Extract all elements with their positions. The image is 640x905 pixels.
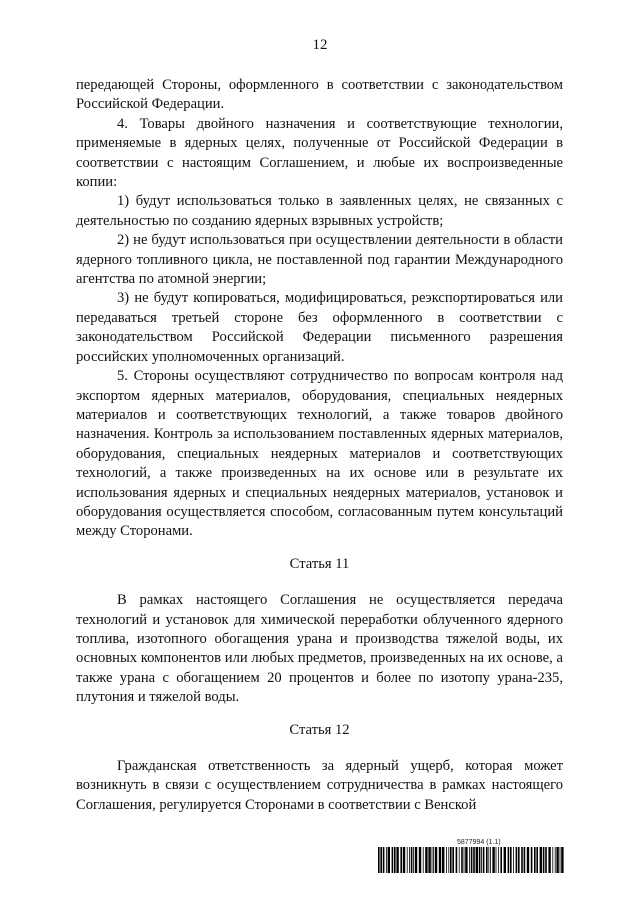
barcode-bar xyxy=(456,847,458,873)
barcode-bar xyxy=(473,847,475,873)
barcode-bar xyxy=(396,847,398,873)
article-12-heading: Статья 12 xyxy=(289,721,350,738)
barcode-bar xyxy=(490,847,491,873)
barcode-bar xyxy=(540,847,542,873)
barcode-bar xyxy=(415,847,417,873)
barcode-bar xyxy=(442,847,444,873)
barcode-bar xyxy=(403,847,405,873)
barcode-bar xyxy=(527,847,529,873)
barcode-bar xyxy=(498,847,499,873)
barcode-bar xyxy=(545,847,547,873)
barcode-bar xyxy=(560,847,561,873)
barcode-bar xyxy=(439,847,441,873)
barcode-bar xyxy=(488,847,489,873)
barcode-bar xyxy=(411,847,413,873)
barcode-bar xyxy=(433,847,434,873)
barcode-bar xyxy=(459,847,460,873)
barcode-bar xyxy=(452,847,454,873)
barcode-bar xyxy=(392,847,394,873)
barcode-bar xyxy=(413,847,414,873)
barcode-bar xyxy=(524,847,526,873)
barcode-bar xyxy=(492,847,494,873)
barcode-bar xyxy=(516,847,518,873)
barcode-bar xyxy=(548,847,550,873)
barcode-bar xyxy=(428,847,430,873)
paragraph-subitem-1: 1) будут использоваться только в заявленных целях, не связанных с деятельностью по созданию ядерных взрывных устройств; xyxy=(76,193,563,229)
barcode-bar xyxy=(510,847,512,873)
barcode-bar xyxy=(407,847,408,873)
barcode-bar xyxy=(555,847,556,873)
document-body xyxy=(76,76,563,815)
barcode-bar xyxy=(448,847,449,873)
paragraph-subitem-3: 3) не будут копироваться, модифицироваться, реэкспортироваться или передаваться третьей стороне без оформленного в соответствии с законодательством Российской Федерации письменного разрешения российских уполномоченных организаций. xyxy=(76,290,563,365)
barcode-bar xyxy=(464,847,465,873)
barcode-bar xyxy=(486,847,488,873)
barcode-bar xyxy=(531,847,533,873)
barcode-bar xyxy=(500,847,502,873)
barcode-bar xyxy=(534,847,536,873)
barcode-bar xyxy=(432,847,433,873)
barcode-bar xyxy=(465,847,467,873)
barcode-bar xyxy=(425,847,427,873)
barcode-bar xyxy=(435,847,437,873)
barcode-bar xyxy=(476,847,478,873)
barcode-bar xyxy=(386,847,387,873)
paragraph-item-5: 5. Стороны осуществляют сотрудничество по вопросам контроля над экспортом ядерных материалов, оборудования, специальных неядерных материалов и соответствующих технологий, а также товаров двойного назначения. Контроль за использованием поставленных ядерных материалов, оборудования, специальных неядерных материалов и соответствующих технологий, а также произведенных на их основе или в результате их использования ядерных и специальных неядерных материалов, установок и оборудования осуществляется способом, согласованным путем консультаций между Сторонами. xyxy=(76,368,563,540)
barcode-bar xyxy=(394,847,396,873)
barcode-bar xyxy=(496,847,497,873)
barcode-bar xyxy=(536,847,538,873)
barcode-bar xyxy=(508,847,510,873)
barcode-bar xyxy=(446,847,447,873)
barcode-bar xyxy=(400,847,402,873)
barcode-bar xyxy=(383,847,385,873)
barcode-bar xyxy=(518,847,520,873)
barcode-bar xyxy=(380,847,382,873)
paragraph-continuation: передающей Стороны, оформленного в соответствии с законодательством Российской Федерации. xyxy=(76,77,563,113)
barcode-bar xyxy=(378,847,380,873)
barcode-bar xyxy=(556,847,558,873)
page-number: 12 xyxy=(312,37,328,53)
barcode-bar xyxy=(419,847,421,873)
article-11-heading: Статья 11 xyxy=(289,555,350,572)
barcode-bar xyxy=(561,847,563,873)
barcode-bar xyxy=(471,847,473,873)
barcode-bar xyxy=(543,847,545,873)
barcode-bar xyxy=(513,847,514,873)
paragraph-subitem-2: 2) не будут использоваться при осуществлении деятельности в области ядерного топливного цикла, не поставленной под гарантии Международного агентства по атомной энергии; xyxy=(76,232,563,288)
barcode-bar xyxy=(409,847,410,873)
barcode-bar xyxy=(461,847,463,873)
article-12-text: Гражданская ответственность за ядерный ущерб, которая может возникнуть в связи с осуществлением сотрудничества в рамках настоящего Соглашения, регулируется Сторонами в соответствии с Венской xyxy=(76,758,563,813)
barcode-bar xyxy=(423,847,424,873)
document-code: 5877994 (1.1) xyxy=(457,839,501,846)
barcode-bar xyxy=(483,847,485,873)
barcode-bar xyxy=(479,847,481,873)
barcode-bar xyxy=(481,847,482,873)
paragraph-item-4: 4. Товары двойного назначения и соответствующие технологии, применяемые в ядерных целях, полученные от Российской Федерации в соответствии с настоящим Соглашением, и любые их воспроизведенные копии: xyxy=(76,115,563,191)
barcode-bar xyxy=(388,847,390,873)
barcode-bar xyxy=(469,847,470,873)
barcode-bar xyxy=(450,847,452,873)
barcode-bar xyxy=(521,847,523,873)
barcode-icon xyxy=(378,847,564,873)
barcode-bar xyxy=(504,847,506,873)
article-11-text: В рамках настоящего Соглашения не осуществляется передача технологий и установок для химической переработки облученного ядерного топлива, изотопного обогащения урана и производства тяжелой воды, их основных компонентов или любых предметов, произведенных на их основе, а также урана с обогащением 20 процентов и более по изотопу урана-235, плутония и тяжелой воды. xyxy=(76,592,563,706)
barcode-bar xyxy=(552,847,553,873)
